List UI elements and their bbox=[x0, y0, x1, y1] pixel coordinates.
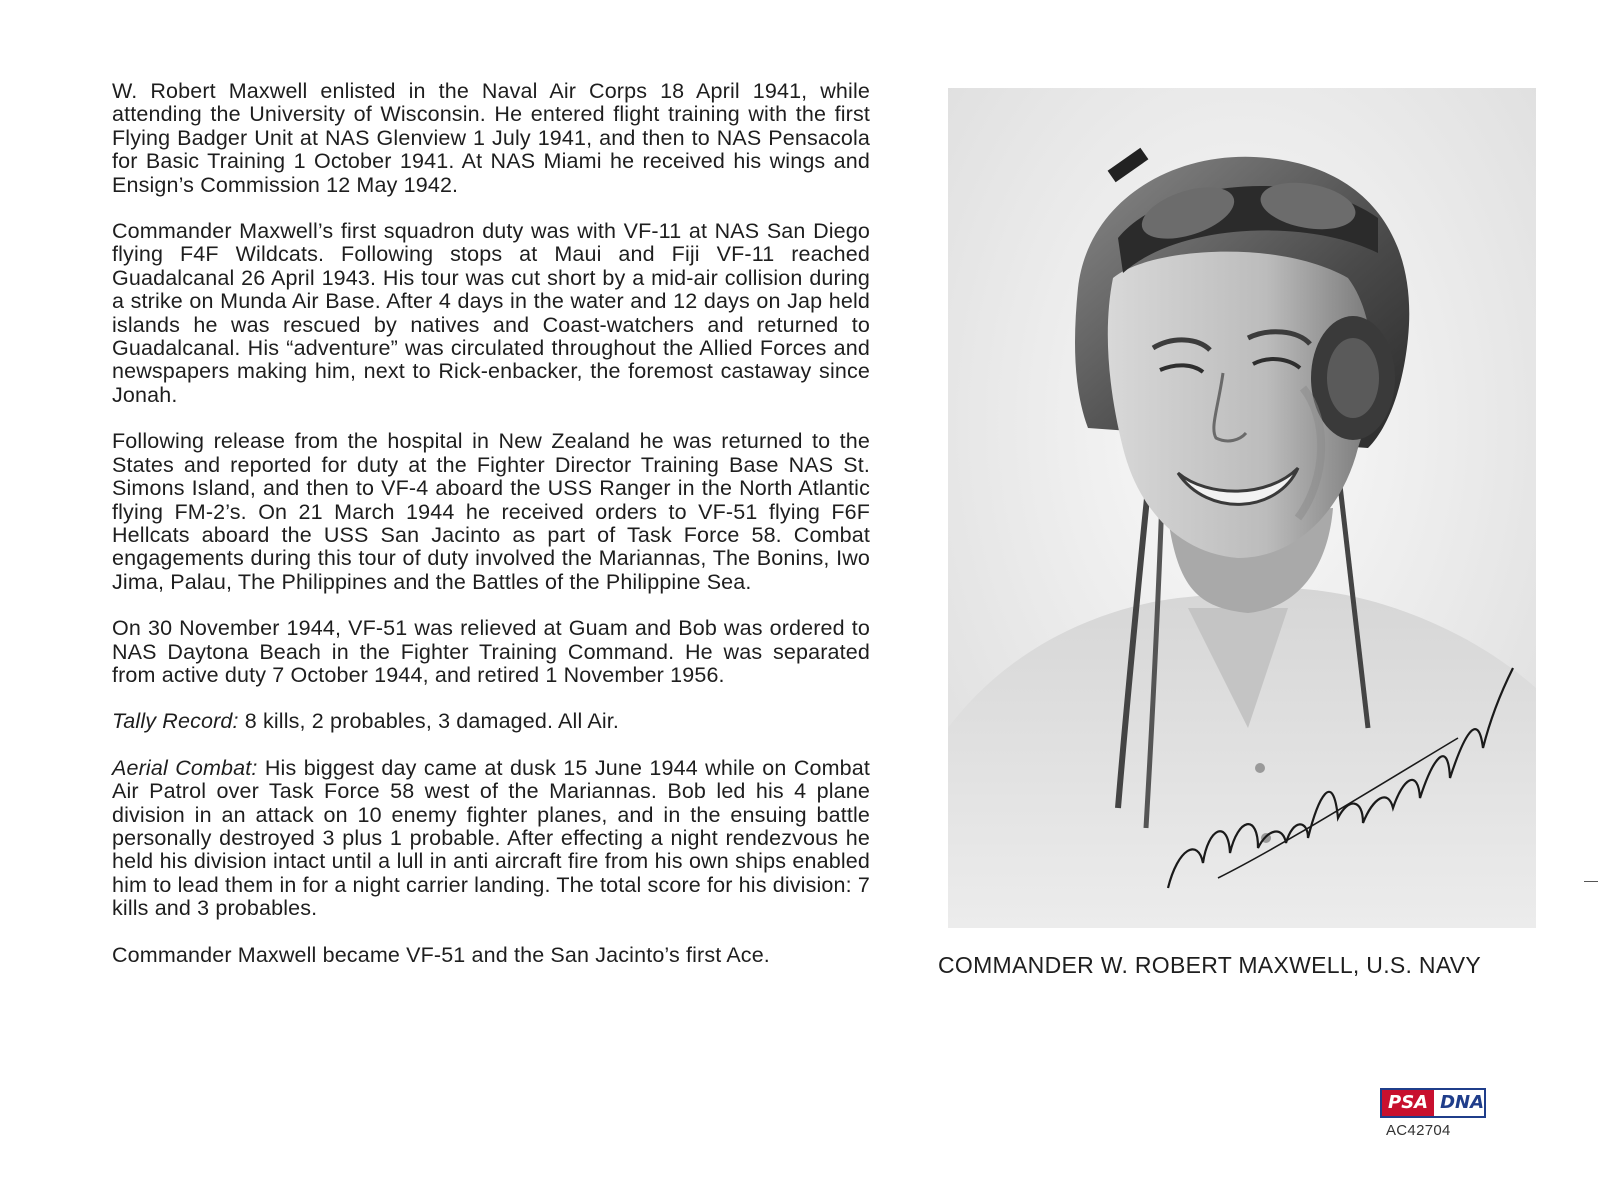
tally-record bbox=[112, 710, 870, 733]
bio-paragraph-first-ace: Commander Maxwell became VF-51 and the San Jacinto’s first Ace. bbox=[112, 942, 770, 967]
aerial-combat bbox=[112, 757, 870, 921]
tally-record-text: 8 kills, 2 probables, 3 damaged. All Air. bbox=[238, 709, 620, 734]
aerial-combat-label: Aerial Combat: bbox=[112, 755, 258, 780]
autograph-signature bbox=[1158, 648, 1518, 908]
edge-tick-mark bbox=[1584, 881, 1598, 882]
portrait-caption: COMMANDER W. ROBERT MAXWELL, U.S. NAVY bbox=[938, 952, 1482, 978]
psa-logo-text: PSA bbox=[1382, 1090, 1434, 1116]
biography-text bbox=[112, 80, 870, 990]
pilot-portrait-photo bbox=[948, 88, 1536, 928]
dna-logo-text: DNA bbox=[1434, 1090, 1486, 1116]
certification-number: AC42704 bbox=[1386, 1122, 1451, 1139]
bio-paragraph-first-duty: Commander Maxwell’s first squadron duty was with VF-11 at NAS San Diego flying F4F Wildcats. Following stops at Maui and Fiji VF-11 reached Guadalcanal 26 April 1943. His tour was cut short by a mid-air collision during a strike on Munda Air Base. After 4 days in the water and 12 days on Jap held islands he was rescued by natives and Coast-watchers and returned to Guadalcanal. His “adventure” was circulated throughout the Allied Forces and newspapers making him, next to Rick-enbacker, the foremost castaway since Jonah. bbox=[112, 219, 870, 407]
tally-record-label: Tally Record: bbox=[112, 709, 239, 734]
bio-paragraph-second-tour: Following release from the hospital in New Zealand he was returned to the States and reported for duty at the Fighter Director Training Base NAS St. Simons Island, and then to VF-4 aboard the USS Ranger in the North Atlantic flying FM-2’s. On 21 March 1944 he received orders to VF-51 flying F6F Hellcats aboard the USS San Jacinto as part of Task Force 58. Combat engagements during this tour of duty involved the Mariannas, The Bonins, Iwo Jima, Palau, The Philippines and the Battles of the Philippine Sea. bbox=[112, 429, 870, 594]
psa-dna-logo bbox=[1380, 1088, 1486, 1118]
aerial-combat-text: His biggest day came at dusk 15 June 1944 while on Combat Air Patrol over Task Force 58 west of the Mariannas. Bob led his 4 plane division in an attack on 10 enemy fighter planes, and in the ensuing battle personally destroyed 3 plus 1 probable. After effecting a night rendezvous he held his division intact until a lull in anti aircraft fire from his own ships enabled him to lead them in for a night carrier landing. The total score for his division: 7 kills and 3 probables. bbox=[112, 755, 870, 921]
bio-paragraph-enlistment: W. Robert Maxwell enlisted in the Naval Air Corps 18 April 1941, while attending the University of Wisconsin. He entered flight training with the first Flying Badger Unit at NAS Glenview 1 July 1941, and then to NAS Pensacola for Basic Training 1 October 1941. At NAS Miami he received his wings and Ensign’s Commission 12 May 1942. bbox=[112, 79, 870, 197]
bio-paragraph-retirement: On 30 November 1944, VF-51 was relieved at Guam and Bob was ordered to NAS Daytona Beach in the Fighter Training Command. He was separated from active duty 7 October 1944, and retired 1 November 1956. bbox=[112, 616, 870, 687]
